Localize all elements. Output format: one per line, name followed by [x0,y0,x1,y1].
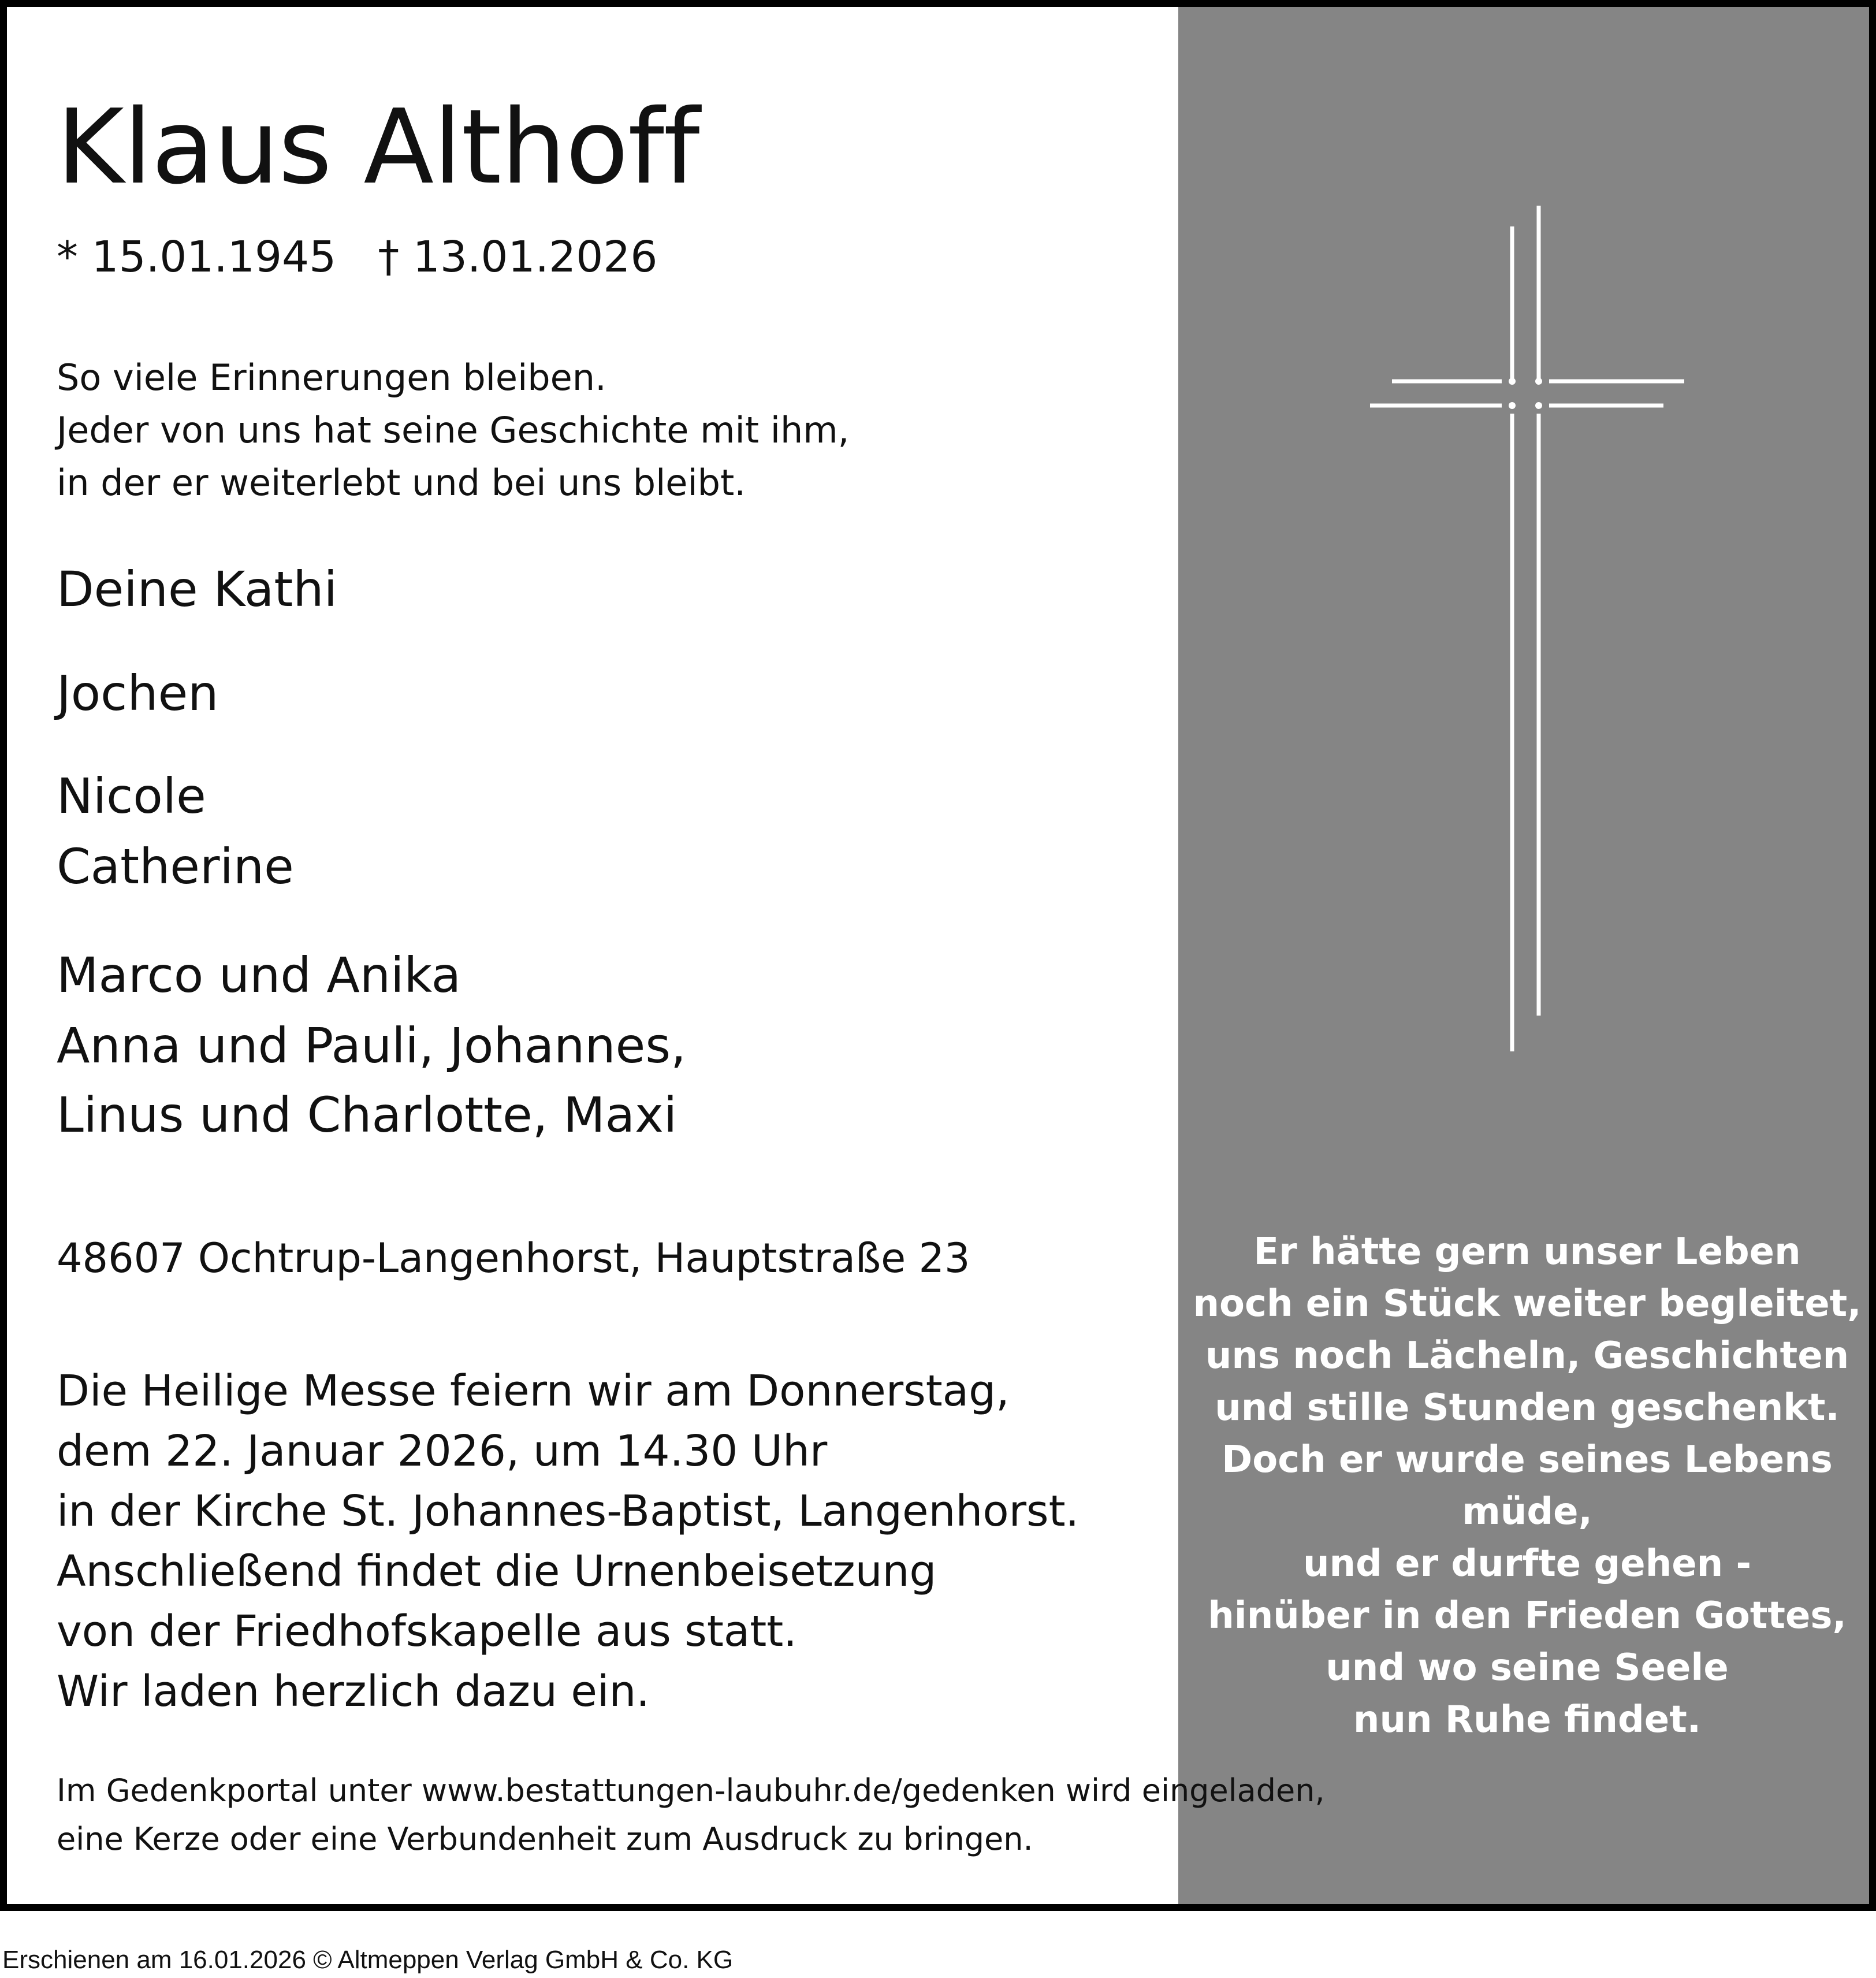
memorial-portal-note [57,1767,1325,1864]
mourner-catherine: Catherine [57,838,294,895]
verse-line: So viele Erinnerungen bleiben. [57,356,606,399]
mourner-marco-anika: Marco und Anika [57,947,461,1003]
deceased-name: Klaus Althoff [57,87,699,207]
birth-date: * 15.01.1945 [57,232,337,282]
service-line: dem 22. Januar 2026, um 14.30 Uhr [57,1426,828,1476]
death-date: † 13.01.2026 [378,232,658,282]
verse-line: Jeder von uns hat seine Geschichte mit ihm, [57,409,850,451]
quote-line: noch ein Stück weiter begleitet, [1193,1282,1862,1325]
mourner-jochen: Jochen [57,665,219,722]
quote-line: und stille Stunden geschenkt. [1215,1386,1840,1429]
mourner-nicole: Nicole [57,768,206,824]
portal-line: Im Gedenkportal unter www.bestattungen-laubuhr.de/gedenken wird eingeladen, [57,1772,1325,1809]
life-dates [57,231,657,283]
cross-icon [1178,0,1869,1098]
service-line: von der Friedhofskapelle aus statt. [57,1607,797,1656]
farewell-quote [1178,1226,1876,1746]
service-line: Die Heilige Messe feiern wir am Donnerstag, [57,1366,1010,1416]
verse-line: in der er weiterlebt und bei uns bleibt. [57,462,746,504]
quote-line: nun Ruhe findet. [1353,1698,1702,1741]
memorial-verse [57,351,849,509]
quote-line: Doch er wurde seines Lebens müde, [1222,1438,1833,1533]
grandchildren-line: Linus und Charlotte, Maxi [57,1087,678,1143]
portal-line: eine Kerze oder eine Verbundenheit zum Ausdruck zu bringen. [57,1821,1033,1857]
quote-line: und er durfte gehen - [1302,1542,1752,1585]
family-address: 48607 Ochtrup-Langenhorst, Hauptstraße 23 [57,1235,970,1282]
quote-line: und wo seine Seele [1326,1646,1729,1689]
publication-footer: Erschienen am 16.01.2026 © Altmeppen Verlag GmbH & Co. KG [2,1946,734,1974]
service-line: Anschließend findet die Urnenbeisetzung [57,1546,937,1596]
service-info [57,1361,1079,1722]
quote-line: Er hätte gern unser Leben [1253,1230,1801,1273]
mourner-kathi: Deine Kathi [57,561,337,618]
service-line: Wir laden herzlich dazu ein. [57,1667,650,1716]
grandchildren-line: Anna und Pauli, Johannes, [57,1017,686,1074]
service-line: in der Kirche St. Johannes-Baptist, Langenhorst. [57,1486,1080,1536]
quote-line: hinüber in den Frieden Gottes, [1208,1594,1847,1637]
quote-line: uns noch Lächeln, Geschichten [1205,1334,1849,1377]
